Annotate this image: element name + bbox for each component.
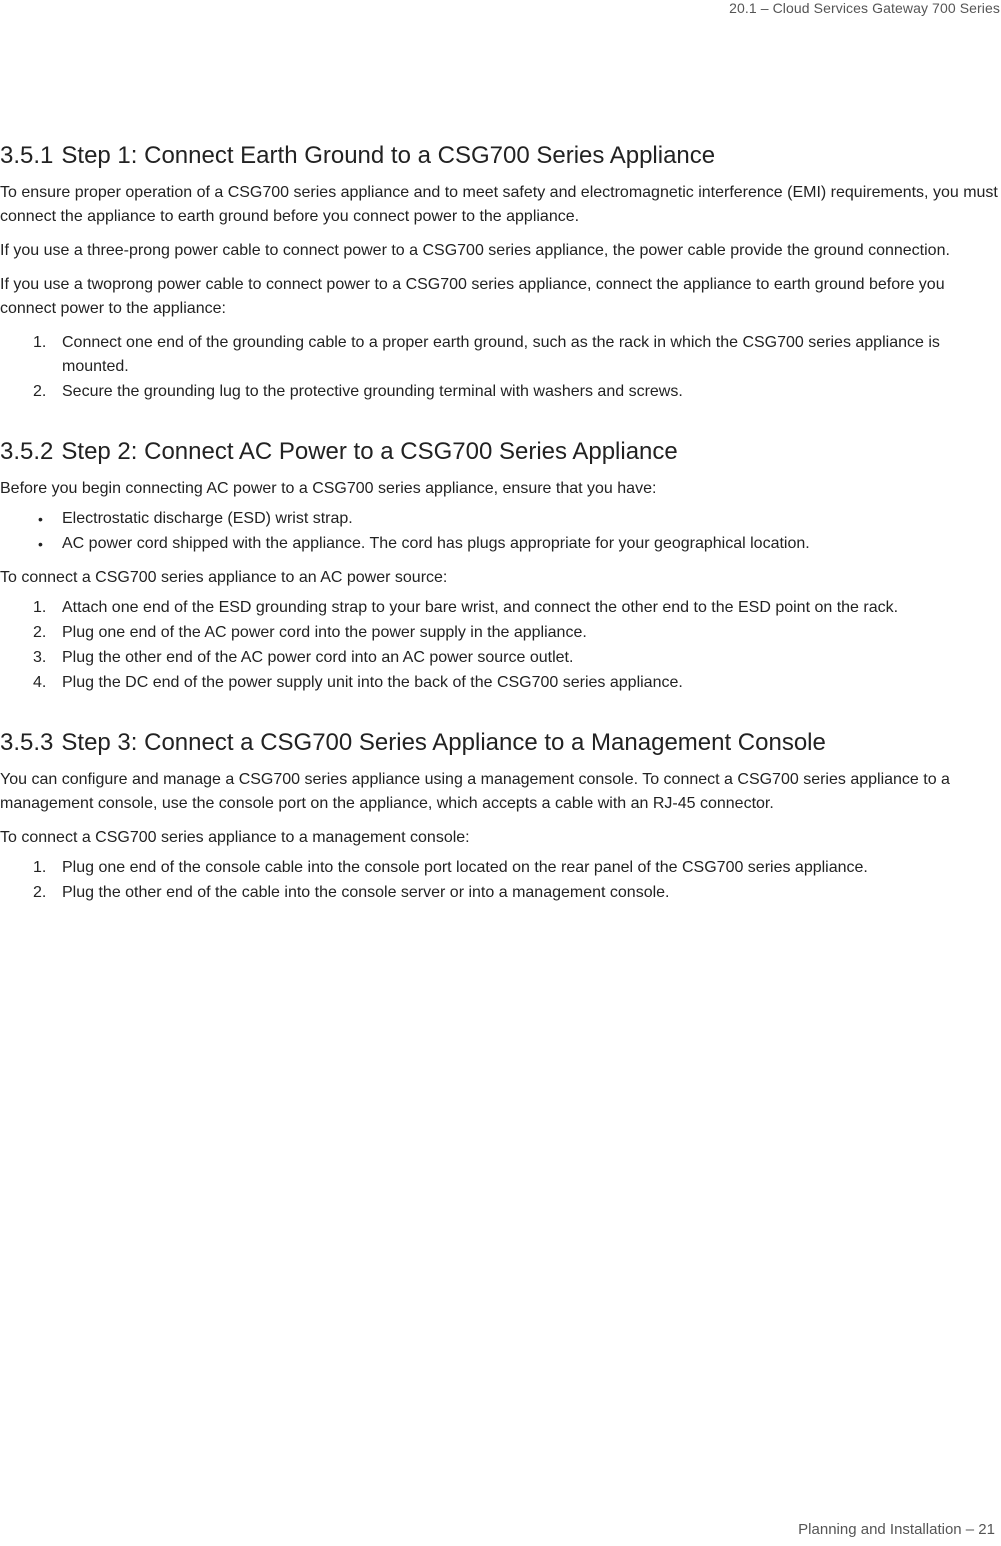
list-item: [0, 532, 1000, 556]
section-heading: [0, 142, 1000, 170]
section-title: Step 1: Connect Earth Ground to a CSG700 Series Appliance: [61, 142, 716, 169]
paragraph: If you use a three-prong power cable to connect power to a CSG700 series appliance, the power cable provide the ground connection.: [0, 242, 950, 259]
list-marker: 1.: [33, 859, 47, 876]
page-content: [0, 142, 1000, 939]
list-item: [0, 856, 1000, 880]
running-footer: Planning and Installation – 21: [798, 1521, 995, 1538]
section-title: Step 2: Connect AC Power to a CSG700 Series Appliance: [61, 438, 678, 465]
list-item-text: Plug one end of the console cable into the console port located on the rear panel of the CSG700 series appliance.: [62, 859, 868, 876]
step-list: [0, 596, 1000, 695]
list-marker: 1.: [33, 334, 47, 351]
paragraph: To connect a CSG700 series appliance to a management console:: [0, 829, 470, 846]
list-marker: 1.: [33, 599, 47, 616]
paragraph: You can configure and manage a CSG700 series appliance using a management console. To connect a CSG700 series appliance to a management console, use the console port on the appliance, which accepts a cable with an RJ-45 connector.: [0, 771, 950, 812]
bullet-marker: •: [38, 511, 43, 527]
running-header: 20.1 – Cloud Services Gateway 700 Series: [729, 0, 1000, 16]
list-marker: 2.: [33, 383, 47, 400]
list-item: [0, 507, 1000, 531]
bullet-list: [0, 507, 1000, 556]
section-heading: [0, 438, 1000, 466]
paragraph: To connect a CSG700 series appliance to an AC power source:: [0, 569, 448, 586]
section-title: Step 3: Connect a CSG700 Series Appliance to a Management Console: [61, 729, 826, 756]
list-item: [0, 621, 1000, 645]
bullet-marker: •: [38, 536, 43, 552]
list-marker: 2.: [33, 624, 47, 641]
list-marker: 3.: [33, 649, 47, 666]
list-marker: 4.: [33, 674, 47, 691]
paragraph: If you use a twoprong power cable to connect power to a CSG700 series appliance, connect the appliance to earth ground before you connect power to the appliance:: [0, 276, 945, 317]
list-marker: 2.: [33, 884, 47, 901]
list-item-text: Plug one end of the AC power cord into the power supply in the appliance.: [62, 624, 587, 641]
list-item: [0, 646, 1000, 670]
list-item-text: Attach one end of the ESD grounding strap to your bare wrist, and connect the other end to the ESD point on the rack.: [62, 599, 899, 616]
step-list: [0, 331, 1000, 404]
step-list: [0, 856, 1000, 905]
list-item-text: Connect one end of the grounding cable to a proper earth ground, such as the rack in which the CSG700 series appliance is mounted.: [62, 334, 940, 375]
list-item-text: Secure the grounding lug to the protective grounding terminal with washers and screws.: [62, 383, 683, 400]
list-item-text: Plug the other end of the AC power cord into an AC power source outlet.: [62, 649, 574, 666]
list-item-text: Plug the other end of the cable into the console server or into a management console.: [62, 884, 670, 901]
paragraph: To ensure proper operation of a CSG700 series appliance and to meet safety and electromagnetic interference (EMI) requirements, you must connect the appliance to earth ground before you connect power to the appliance.: [0, 184, 998, 225]
section-heading: [0, 729, 1000, 757]
section-number: 3.5.3: [0, 729, 54, 756]
section-ac-power: [0, 438, 1000, 695]
list-item-text: Plug the DC end of the power supply unit into the back of the CSG700 series appliance.: [62, 674, 683, 691]
list-item-text: Electrostatic discharge (ESD) wrist strap.: [62, 510, 353, 527]
list-item: [0, 331, 1000, 379]
list-item: [0, 881, 1000, 905]
list-item-text: AC power cord shipped with the appliance. The cord has plugs appropriate for your geographical location.: [62, 535, 810, 552]
paragraph: Before you begin connecting AC power to a CSG700 series appliance, ensure that you have:: [0, 480, 657, 497]
section-number: 3.5.2: [0, 438, 54, 465]
section-management-console: [0, 729, 1000, 905]
list-item: [0, 596, 1000, 620]
list-item: [0, 671, 1000, 695]
section-number: 3.5.1: [0, 142, 54, 169]
list-item: [0, 380, 1000, 404]
section-earth-ground: [0, 142, 1000, 404]
